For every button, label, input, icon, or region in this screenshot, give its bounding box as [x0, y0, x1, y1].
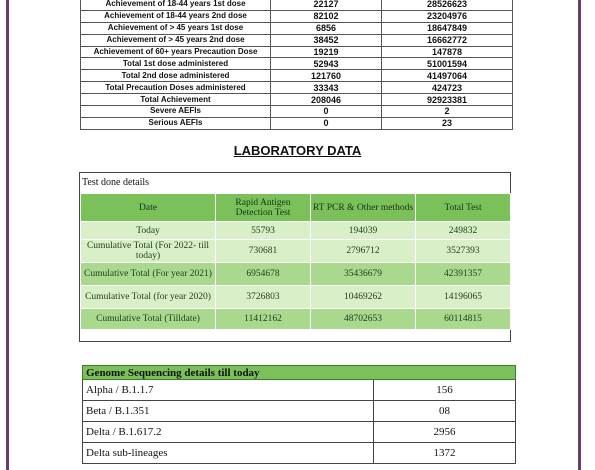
count-cell: 156: [374, 380, 516, 401]
table-row: [83, 422, 516, 443]
total-cell: 60114815: [416, 309, 511, 330]
table-row: [81, 106, 513, 118]
table-row: [81, 309, 511, 330]
cumulative-value: 23: [382, 117, 513, 129]
rapid-cell: 3726803: [216, 286, 311, 309]
today-value: 0: [271, 117, 382, 129]
row-label: Achievement of > 45 years 2nd dose: [81, 34, 271, 46]
table-row: [81, 82, 513, 94]
lab-header-row: [81, 194, 511, 222]
rapid-cell: 6954678: [216, 263, 311, 286]
rtpcr-cell: 194039: [311, 222, 416, 240]
row-label: Achievement of 18-44 years 2nd dose: [81, 10, 271, 22]
today-value: 22127: [271, 0, 382, 10]
row-label: Total Achievement: [81, 94, 271, 106]
cumulative-value: 28526623: [382, 0, 513, 10]
header-date: Date: [81, 194, 216, 222]
rtpcr-cell: 10469262: [311, 286, 416, 309]
cumulative-value: 41497064: [382, 70, 513, 82]
table-row: [81, 263, 511, 286]
today-value: 6856: [271, 22, 382, 34]
table-row: [81, 240, 511, 263]
table-row: [81, 286, 511, 309]
count-cell: 08: [374, 401, 516, 422]
table-row: [83, 380, 516, 401]
table-row: [81, 10, 513, 22]
today-value: 82102: [271, 10, 382, 22]
rtpcr-cell: 2796712: [311, 240, 416, 263]
cumulative-value: 424723: [382, 82, 513, 94]
table-row: [81, 0, 513, 10]
table-row: [81, 117, 513, 129]
date-cell: Cumulative Total (for year 2020): [81, 286, 216, 309]
section-title-laboratory: LABORATORY DATA: [233, 143, 362, 158]
row-label: Total Precaution Doses administered: [81, 82, 271, 94]
count-cell: 2956: [374, 422, 516, 443]
variant-cell: Delta sub-lineages: [83, 443, 374, 464]
cumulative-value: 51001594: [382, 58, 513, 70]
table-row: [81, 58, 513, 70]
header-rapid-antigen: Rapid Antigen Detection Test: [216, 194, 311, 222]
today-value: 33343: [271, 82, 382, 94]
vaccination-table: [80, 0, 513, 130]
header-total-test: Total Test: [416, 194, 511, 222]
table-row: [81, 34, 513, 46]
today-value: 208046: [271, 94, 382, 106]
genome-title: Genome Sequencing details till today: [83, 366, 516, 380]
row-label: Total 2nd dose administered: [81, 70, 271, 82]
lab-caption: Test done details: [82, 177, 150, 188]
total-cell: 249832: [416, 222, 511, 240]
today-value: 19219: [271, 46, 382, 58]
genome-header-row: [83, 366, 516, 380]
total-cell: 14196065: [416, 286, 511, 309]
cumulative-value: 2: [382, 106, 513, 118]
today-value: 52943: [271, 58, 382, 70]
row-label: Achievement of 18-44 years 1st dose: [81, 0, 271, 10]
genome-table: [82, 365, 516, 464]
table-row: [81, 222, 511, 240]
date-cell: Today: [81, 222, 216, 240]
count-cell: 1372: [374, 443, 516, 464]
cumulative-value: 147878: [382, 46, 513, 58]
header-rtpcr: RT PCR & Other methods: [311, 194, 416, 222]
today-value: 38452: [271, 34, 382, 46]
row-label: Achievement of > 45 years 1st dose: [81, 22, 271, 34]
rtpcr-cell: 48702653: [311, 309, 416, 330]
rapid-cell: 11412162: [216, 309, 311, 330]
rtpcr-cell: 35436679: [311, 263, 416, 286]
table-row: [81, 70, 513, 82]
total-cell: 42391357: [416, 263, 511, 286]
table-row: [83, 443, 516, 464]
total-cell: 3527393: [416, 240, 511, 263]
date-cell: Cumulative Total (For year 2021): [81, 263, 216, 286]
today-value: 121760: [271, 70, 382, 82]
table-row: [81, 94, 513, 106]
variant-cell: Delta / B.1.617.2: [83, 422, 374, 443]
table-row: [81, 22, 513, 34]
row-label: Total 1st dose administered: [81, 58, 271, 70]
today-value: 0: [271, 106, 382, 118]
variant-cell: Beta / B.1.351: [83, 401, 374, 422]
row-label: Achievement of 60+ years Precaution Dose: [81, 46, 271, 58]
cumulative-value: 16662772: [382, 34, 513, 46]
row-label: Serious AEFIs: [81, 117, 271, 129]
table-row: [83, 401, 516, 422]
row-label: Severe AEFIs: [81, 106, 271, 118]
table-row: [81, 46, 513, 58]
page-border-right: [578, 0, 581, 470]
rapid-cell: 55793: [216, 222, 311, 240]
lab-table: [80, 193, 511, 330]
cumulative-value: 92923381: [382, 94, 513, 106]
page-border-left: [6, 0, 9, 470]
cumulative-value: 18647849: [382, 22, 513, 34]
cumulative-value: 23204976: [382, 10, 513, 22]
variant-cell: Alpha / B.1.1.7: [83, 380, 374, 401]
date-cell: Cumulative Total (For 2022- till today): [81, 240, 216, 263]
date-cell: Cumulative Total (Tilldate): [81, 309, 216, 330]
lab-data-panel: [79, 172, 511, 342]
rapid-cell: 730681: [216, 240, 311, 263]
